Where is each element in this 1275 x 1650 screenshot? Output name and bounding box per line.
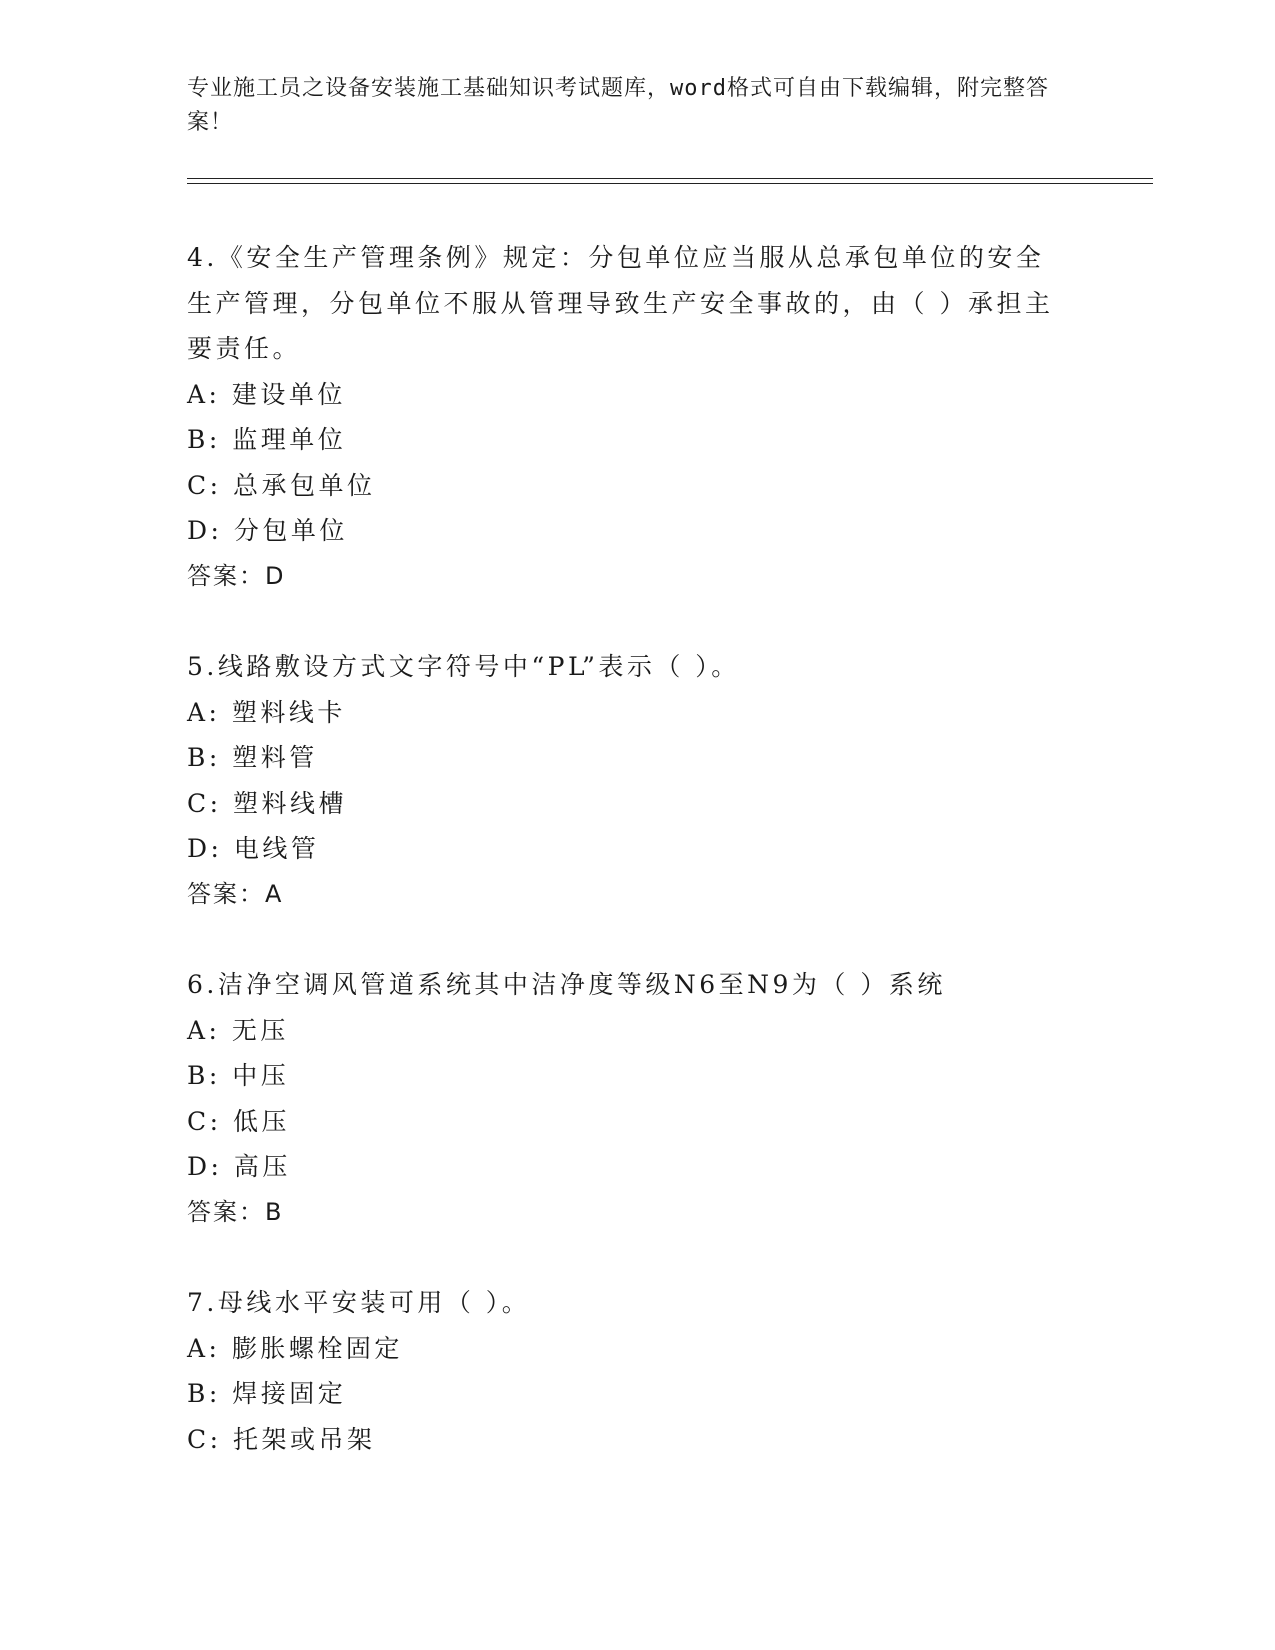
option-a: A: 无压	[187, 1015, 289, 1045]
header-divider-top	[187, 178, 1153, 179]
option-a: A: 塑料线卡	[187, 697, 346, 727]
option-d: D: 电线管	[187, 834, 320, 863]
question-7	[187, 1280, 1067, 1462]
question-4	[187, 235, 1067, 599]
option-a: A: 膨胀螺栓固定	[187, 1333, 403, 1363]
option-c: C: 托架或吊架	[187, 1424, 376, 1454]
answer-label: 答案：A	[187, 879, 284, 908]
option-d: D: 分包单位	[187, 516, 348, 545]
option-c: C: 塑料线槽	[187, 788, 347, 818]
option-b: B: 中压	[187, 1061, 290, 1090]
question-stem: 6.洁净空调风管道系统其中洁净度等级N6至N9为（ ）系统	[187, 970, 946, 999]
option-c: C: 总承包单位	[187, 470, 376, 500]
question-5	[187, 644, 1067, 917]
option-b: B: 焊接固定	[187, 1379, 347, 1408]
answer-label: 答案：D	[187, 561, 286, 590]
document-header-title: 专业施工员之设备安装施工基础知识考试题库，word格式可自由下载编辑，附完整答案！	[187, 76, 1049, 135]
question-stem: 4.《安全生产管理条例》规定：分包单位应当服从总承包单位的安全生产管理，分包单位不服从管理导致生产安全事故的，由（ ）承担主要责任。	[187, 243, 1054, 363]
option-b: B: 监理单位	[187, 425, 347, 454]
question-6	[187, 962, 1067, 1235]
option-b: B: 塑料管	[187, 743, 318, 772]
option-c: C: 低压	[187, 1106, 290, 1136]
option-d: D: 高压	[187, 1152, 291, 1181]
question-stem: 5.线路敷设方式文字符号中“PL”表示（ ）。	[187, 652, 740, 681]
header-divider-bottom	[187, 183, 1153, 184]
answer-label: 答案：B	[187, 1197, 284, 1226]
option-a: A: 建设单位	[187, 379, 346, 409]
question-stem: 7.母线水平安装可用（ ）。	[187, 1288, 531, 1317]
